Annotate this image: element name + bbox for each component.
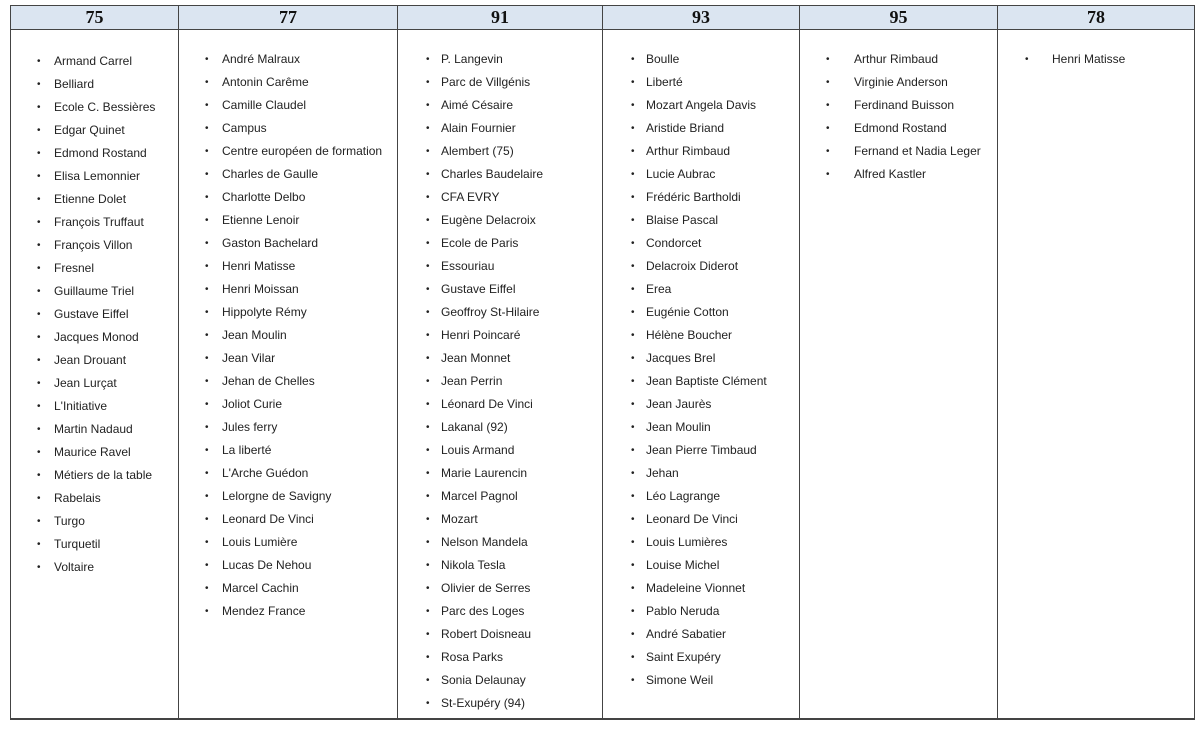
school-item: • St-Exupéry (94) [426,692,602,715]
school-item: • Edgar Quinet [37,119,178,142]
school-item: • Frédéric Bartholdi [631,186,799,209]
school-item: • Alembert (75) [426,140,602,163]
school-item: • Jehan de Chelles [205,370,397,393]
school-list [11,30,178,579]
school-item: • Voltaire [37,556,178,579]
school-item: • Louis Lumière [205,531,397,554]
school-item: • Gustave Eiffel [426,278,602,301]
school-item: • Ecole C. Bessières [37,96,178,119]
department-header: 77 [179,6,398,30]
school-list [603,30,799,692]
school-item: • Martin Nadaud [37,418,178,441]
department-header: 93 [603,6,800,30]
school-item: • Henri Matisse [1025,48,1194,71]
school-item: • Mendez France [205,600,397,623]
header-row [11,6,1195,30]
school-item: • Pablo Neruda [631,600,799,623]
school-item: • Louis Lumières [631,531,799,554]
school-item: • Virginie Anderson [826,71,997,94]
school-item: • Condorcet [631,232,799,255]
department-header: 75 [11,6,179,30]
school-item: • Saint Exupéry [631,646,799,669]
school-item: • Jean Monnet [426,347,602,370]
school-item: • Etienne Lenoir [205,209,397,232]
school-item: • Charlotte Delbo [205,186,397,209]
school-item: • Alain Fournier [426,117,602,140]
school-item: • Jehan [631,462,799,485]
school-item: • Turgo [37,510,178,533]
school-item: • Métiers de la table [37,464,178,487]
school-item: • Parc des Loges [426,600,602,623]
school-item: • Jean Lurçat [37,372,178,395]
school-item: • Aimé Césaire [426,94,602,117]
school-list [398,30,602,715]
department-cell [998,30,1195,720]
school-item: • Alfred Kastler [826,163,997,186]
school-item: • Jean Moulin [205,324,397,347]
school-item: • L'Arche Guédon [205,462,397,485]
school-item: • Jean Vilar [205,347,397,370]
school-item: • Marie Laurencin [426,462,602,485]
school-item: • Joliot Curie [205,393,397,416]
school-item: • Léo Lagrange [631,485,799,508]
school-item: • Geoffroy St-Hilaire [426,301,602,324]
school-item: • Armand Carrel [37,50,178,73]
school-item: • Fernand et Nadia Leger [826,140,997,163]
school-item: • Fresnel [37,257,178,280]
school-item: • Mozart Angela Davis [631,94,799,117]
school-item: • CFA EVRY [426,186,602,209]
school-item: • Louis Armand [426,439,602,462]
department-cell [800,30,998,720]
school-item: • Leonard De Vinci [631,508,799,531]
department-cell [179,30,398,720]
school-item: • Eugénie Cotton [631,301,799,324]
school-item: • Jacques Brel [631,347,799,370]
school-item: • P. Langevin [426,48,602,71]
school-item: • Rosa Parks [426,646,602,669]
school-item: • Arthur Rimbaud [826,48,997,71]
school-item: • Nikola Tesla [426,554,602,577]
school-item: • Jean Baptiste Clément [631,370,799,393]
school-item: • Edmond Rostand [826,117,997,140]
school-item: • Blaise Pascal [631,209,799,232]
school-item: • Boulle [631,48,799,71]
school-item: • La liberté [205,439,397,462]
school-item: • Rabelais [37,487,178,510]
department-table [10,5,1195,720]
school-item: • Charles de Gaulle [205,163,397,186]
school-item: • Campus [205,117,397,140]
school-item: • Henri Matisse [205,255,397,278]
school-item: • Henri Poincaré [426,324,602,347]
school-item: • François Truffaut [37,211,178,234]
school-list [179,30,397,623]
department-header: 78 [998,6,1195,30]
school-item: • Aristide Briand [631,117,799,140]
school-item: • Jules ferry [205,416,397,439]
school-item: • Robert Doisneau [426,623,602,646]
school-item: • Charles Baudelaire [426,163,602,186]
school-item: • Guillaume Triel [37,280,178,303]
school-item: • Edmond Rostand [37,142,178,165]
school-item: • Jean Perrin [426,370,602,393]
school-list [800,30,997,186]
school-item: • Henri Moissan [205,278,397,301]
school-item: • Ferdinand Buisson [826,94,997,117]
department-cell [398,30,603,720]
school-list [998,30,1194,71]
school-item: • Essouriau [426,255,602,278]
department-header: 91 [398,6,603,30]
school-item: • Jacques Monod [37,326,178,349]
school-item: • André Sabatier [631,623,799,646]
school-item: • Jean Moulin [631,416,799,439]
school-item: • Centre européen de formation [205,140,397,163]
school-item: • Lucie Aubrac [631,163,799,186]
school-item: • Delacroix Diderot [631,255,799,278]
school-item: • Olivier de Serres [426,577,602,600]
department-header: 95 [800,6,998,30]
school-item: • Leonard De Vinci [205,508,397,531]
school-item: • Marcel Pagnol [426,485,602,508]
school-item: • Ecole de Paris [426,232,602,255]
school-item: • Gustave Eiffel [37,303,178,326]
school-item: • Elisa Lemonnier [37,165,178,188]
school-item: • François Villon [37,234,178,257]
school-item: • Etienne Dolet [37,188,178,211]
schools-row [11,30,1195,720]
table-bottom-rule [10,718,1194,719]
school-item: • Maurice Ravel [37,441,178,464]
school-item: • Sonia Delaunay [426,669,602,692]
school-item: • Lakanal (92) [426,416,602,439]
school-item: • Jean Jaurès [631,393,799,416]
school-item: • Belliard [37,73,178,96]
school-item: • Erea [631,278,799,301]
school-item: • Lelorgne de Savigny [205,485,397,508]
school-item: • Madeleine Vionnet [631,577,799,600]
school-item: • Camille Claudel [205,94,397,117]
school-item: • André Malraux [205,48,397,71]
school-item: • Lucas De Nehou [205,554,397,577]
school-item: • Léonard De Vinci [426,393,602,416]
school-item: • Jean Drouant [37,349,178,372]
school-item: • Nelson Mandela [426,531,602,554]
department-cell [11,30,179,720]
school-item: • Eugène Delacroix [426,209,602,232]
school-item: • Jean Pierre Timbaud [631,439,799,462]
school-item: • Louise Michel [631,554,799,577]
school-item: • L'Initiative [37,395,178,418]
school-item: • Parc de Villgénis [426,71,602,94]
department-cell [603,30,800,720]
school-item: • Turquetil [37,533,178,556]
school-item: • Hélène Boucher [631,324,799,347]
school-item: • Gaston Bachelard [205,232,397,255]
school-item: • Liberté [631,71,799,94]
school-item: • Marcel Cachin [205,577,397,600]
school-item: • Mozart [426,508,602,531]
school-item: • Arthur Rimbaud [631,140,799,163]
school-item: • Simone Weil [631,669,799,692]
school-item: • Antonin Carême [205,71,397,94]
school-item: • Hippolyte Rémy [205,301,397,324]
